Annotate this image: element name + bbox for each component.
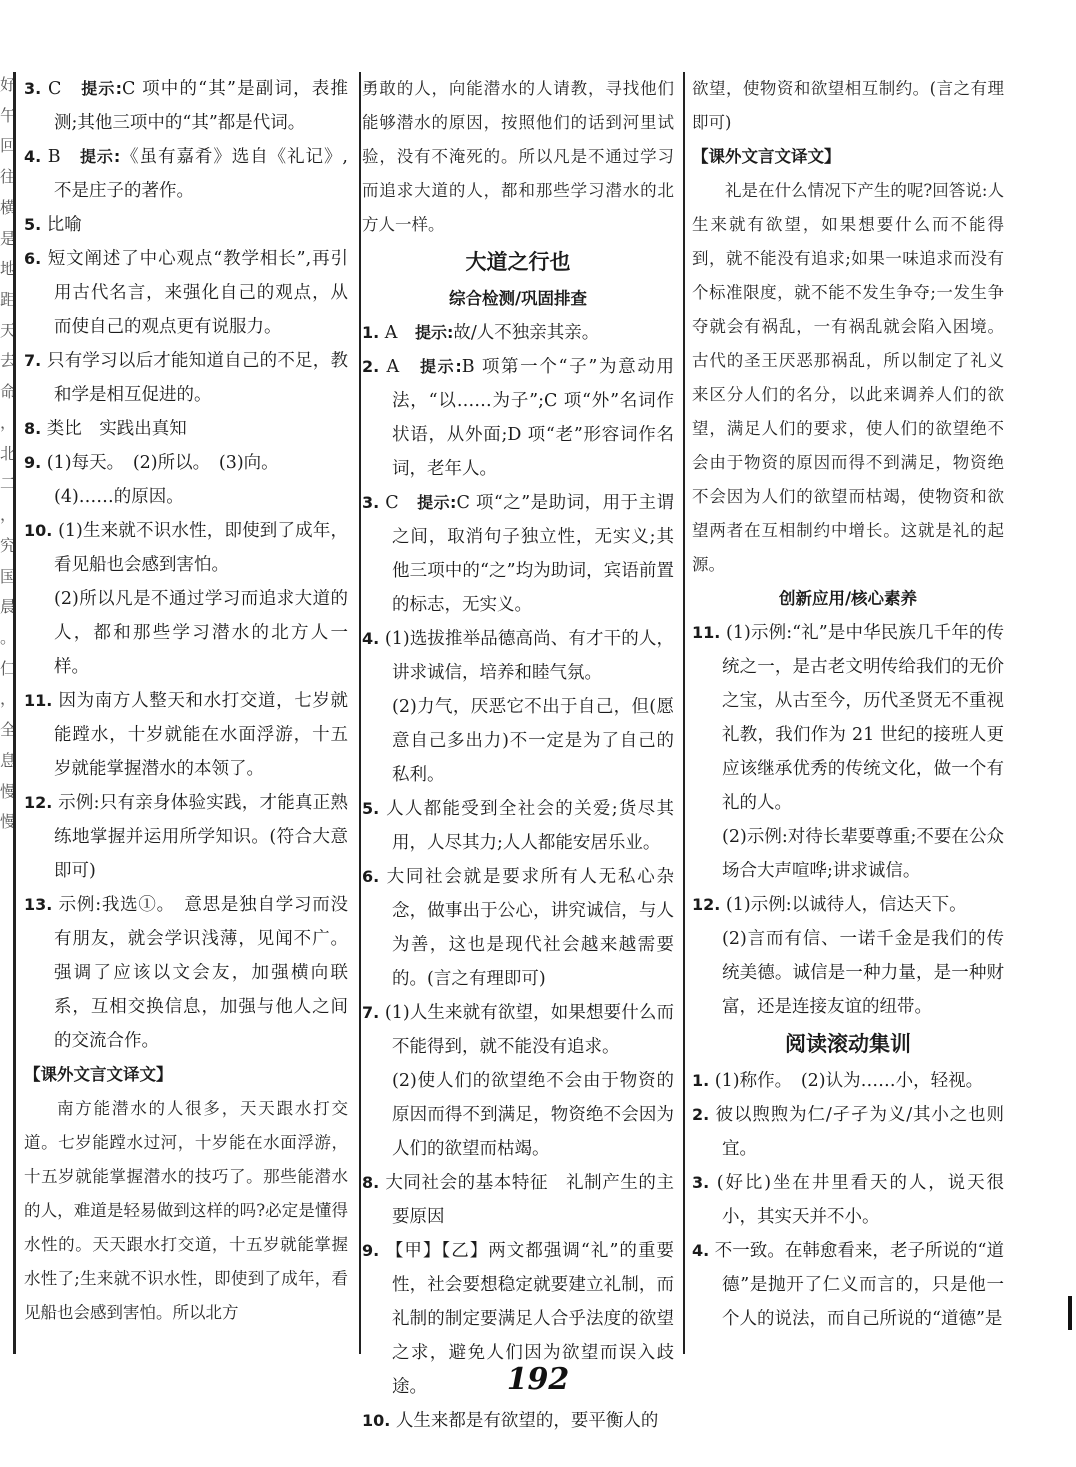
answer-text: (1)每天。 (2)所以。 (3)向。 xyxy=(46,453,279,473)
question-number: 3. xyxy=(362,493,380,512)
answer-text: (1)生来就不识水性，即使到了成年，看见船也会感到害怕。 xyxy=(54,521,348,575)
answer-text: 因为南方人整天和水打交道，七岁就能蹚水，十岁就能在水面浮游，十五岁就能掌握潜水的本领了。 xyxy=(54,691,348,779)
answer-text: (1)人生来就有欲望，如果想要什么而不能得到，就不能没有追求。 xyxy=(384,1003,674,1057)
answer-text: (2)言而有信、一诺千金是我们的传统美德。诚信是一种力量，是一种财富，还是连接友谊的纽带。 xyxy=(722,929,1004,1017)
answer-text: 短文阐述了中心观点“教学相长”,再引用古代名言，来强化自己的观点，从而使自己的观点更有说服力。 xyxy=(47,249,348,337)
question-number: 1. xyxy=(692,1071,710,1090)
answer-item xyxy=(362,792,674,860)
hint-label: 提示: xyxy=(81,79,122,98)
answer-column-3 xyxy=(692,72,1004,1336)
sub-answer xyxy=(362,1064,674,1166)
answer-item xyxy=(24,888,348,1058)
choice-answer: C xyxy=(47,79,62,99)
translation-body: 南方能潜水的人很多，天天跟水打交道。七岁能蹚水过河，十岁能在水面浮游，十五岁就能掌握潜水的技巧了。那些能潜水的人，难道是轻易做到这样的吗?必定是懂得水性的。天天跟水打交道，十五岁就能掌握水性了;生来就不识水性，即使到了成年，看见船也会感到害怕。所以北方 xyxy=(24,1099,348,1322)
question-number: 9. xyxy=(24,453,42,472)
col3-items-2 xyxy=(692,1064,1004,1336)
answer-text: B 项第一个“子”为意动用法，“以……为子”;C 项“外”名词作状语，从外面;D 项“老”形容词作名词，老年人。 xyxy=(392,357,674,479)
question-number: 6. xyxy=(24,249,42,268)
answer-item xyxy=(24,786,348,888)
column-divider-1 xyxy=(359,72,361,1354)
answer-text: (好比)坐在井里看天的人，说天很小，其实天并不小。 xyxy=(716,1173,1004,1227)
margin-char: 息 xyxy=(0,750,17,770)
margin-char: 究 xyxy=(0,535,17,555)
hint-label: 提示: xyxy=(419,357,462,376)
answer-text: (2)所以凡是不通过学习而追求大道的人，都和那些学习潜水的北方人一样。 xyxy=(54,589,348,677)
left-edge-rule xyxy=(13,72,16,1354)
margin-char: 去 xyxy=(0,351,17,371)
answer-item xyxy=(692,1098,1004,1166)
question-number: 8. xyxy=(24,419,42,438)
hint-label: 提示: xyxy=(79,147,121,166)
answer-text: 彼以煦煦为仁/孑孑为义/其小之也则宜。 xyxy=(715,1105,1004,1159)
sub-answer xyxy=(24,582,348,684)
question-number: 10. xyxy=(24,521,53,540)
sub-answer xyxy=(24,480,348,514)
answer-item xyxy=(24,446,348,480)
question-number: 7. xyxy=(362,1003,380,1022)
answer-text: 示例:只有亲身体验实践，才能真正熟练地掌握并运用所学知识。(符合大意即可) xyxy=(54,793,348,881)
continued-translation: 勇敢的人，向能潜水的人请教，寻找他们能够潜水的原因，按照他们的话到河里试验，没有不淹死的。所以凡是不通过学习而追求大道的人，都和那些学习潜水的北方人一样。 xyxy=(362,79,674,234)
answer-item xyxy=(24,72,348,140)
answer-text: 大同社会就是要求所有人无私心杂念，做事出于公心，讲究诚信，与人为善，这也是现代社会越来越需要的。(言之有理即可) xyxy=(386,867,674,989)
choice-answer: B xyxy=(47,147,61,167)
question-number: 2. xyxy=(362,357,380,376)
answer-item xyxy=(24,140,348,208)
margin-char: 往 xyxy=(0,167,17,187)
question-number: 4. xyxy=(24,147,42,166)
margin-char: 横 xyxy=(0,197,17,217)
margin-char: 二 xyxy=(0,474,17,494)
page-number: 192 xyxy=(506,1362,570,1397)
margin-char: 是 xyxy=(0,228,17,248)
margin-char: 回 xyxy=(0,136,17,156)
answer-text: 人人都能受到全社会的关爱;货尽其用，人尽其力;人人都能安居乐业。 xyxy=(386,799,674,853)
answer-item xyxy=(362,1404,674,1438)
question-number: 2. xyxy=(692,1105,710,1124)
answer-text: (2)力气，厌恶它不出于自己，但(愿意自己多出力)不一定是为了自己的私利。 xyxy=(392,697,674,785)
col2-items xyxy=(362,316,674,1438)
margin-char: 。 xyxy=(0,627,17,647)
question-number: 3. xyxy=(692,1173,710,1192)
choice-answer: C xyxy=(385,493,399,513)
margin-char: 距 xyxy=(0,290,17,310)
answer-text: 类比 实践出真知 xyxy=(46,419,187,439)
margin-char: ， xyxy=(0,505,17,525)
left-margin-bleed xyxy=(0,70,17,1360)
answer-item xyxy=(692,616,1004,820)
answer-text: 【甲】【乙】两文都强调“礼”的重要性，社会要想稳定就要建立礼制，而礼制的制定要满足人合乎法度的欲望之求，避免人们因为欲望而误入歧途。 xyxy=(385,1241,674,1397)
answer-text: (1)示例:以诚待人，信达天下。 xyxy=(725,895,967,915)
answer-item xyxy=(362,350,674,486)
question-number: 9. xyxy=(362,1241,380,1260)
answer-item xyxy=(362,996,674,1064)
question-number: 4. xyxy=(692,1241,710,1260)
answer-item xyxy=(692,1166,1004,1234)
edge-mark xyxy=(1068,1296,1072,1330)
answer-column-1 xyxy=(24,72,348,1330)
margin-char: 好 xyxy=(0,75,17,94)
answer-item xyxy=(24,242,348,344)
answer-item xyxy=(24,344,348,412)
margin-char: 慢 xyxy=(0,781,17,801)
section-title: 阅读滚动集训 xyxy=(785,1032,911,1056)
margin-char: 全 xyxy=(0,720,17,740)
sub-answer xyxy=(692,820,1004,888)
margin-char: 北 xyxy=(0,443,17,463)
choice-answer: A xyxy=(384,323,398,343)
answer-text: 人生来都是有欲望的，要平衡人的 xyxy=(395,1411,659,1431)
translation-title: 【课外文言文译文】 xyxy=(24,1065,173,1084)
continued-answer: 欲望，使物资和欲望相互制约。(言之有理即可) xyxy=(692,79,1004,132)
answer-item xyxy=(362,316,674,350)
section-title: 大道之行也 xyxy=(465,250,571,274)
answer-text: (2)使人们的欲望绝不会由于物资的原因而得不到满足，物资绝不会因为人们的欲望而枯竭。 xyxy=(392,1071,674,1159)
question-number: 4. xyxy=(362,629,380,648)
answer-column-2 xyxy=(362,72,674,1438)
answer-text: (4)……的原因。 xyxy=(54,487,184,507)
hint-label: 提示: xyxy=(414,323,454,342)
question-number: 10. xyxy=(362,1411,391,1430)
margin-char: 地 xyxy=(0,259,17,279)
margin-char: 仁 xyxy=(0,658,17,678)
margin-char: 午 xyxy=(0,105,17,125)
answer-item xyxy=(362,1166,674,1234)
answer-text: 示例:我选①。 意思是独自学习而没有朋友，就会学识浅薄，见闻不广。强调了应该以文会友，加强横向联系，互相交换信息，加强与他人之间的交流合作。 xyxy=(54,895,348,1051)
answer-item xyxy=(692,1064,1004,1098)
question-number: 1. xyxy=(362,323,380,342)
col3-items xyxy=(692,616,1004,1024)
answer-item xyxy=(692,888,1004,922)
answer-text: 《虽有嘉肴》选自《礼记》,不是庄子的著作。 xyxy=(54,147,348,201)
hint-label: 提示: xyxy=(417,493,457,512)
answer-item xyxy=(692,1234,1004,1336)
answer-text: 不一致。在韩愈看来，老子所说的“道德”是抛开了仁义而言的，只是他一个人的说法，而自己所说的“道德”是 xyxy=(714,1241,1004,1329)
margin-char: ， xyxy=(0,689,17,709)
answer-text: 只有学习以后才能知道自己的不足，教和学是相互促进的。 xyxy=(47,351,348,405)
question-number: 11. xyxy=(24,691,53,710)
answer-text: (1)选拔推举品德高尚、有才干的人，讲求诚信，培养和睦气氛。 xyxy=(384,629,674,683)
answer-text: 故/人不独亲其亲。 xyxy=(453,323,600,343)
question-number: 5. xyxy=(24,215,42,234)
answer-item xyxy=(362,860,674,996)
answer-text: 比喻 xyxy=(46,215,82,235)
answer-item xyxy=(24,684,348,786)
margin-char: 晨 xyxy=(0,597,17,617)
sub-answer xyxy=(362,690,674,792)
answer-text: 大同社会的基本特征 礼制产生的主要原因 xyxy=(385,1173,674,1227)
answer-text: C 项“之”是助词，用于主谓之间，取消句子独立性，无实义;其他三项中的“之”均为助词，宾语前置的标志，无实义。 xyxy=(392,493,674,615)
question-number: 12. xyxy=(692,895,721,914)
margin-char: 命 xyxy=(0,382,17,402)
answer-item xyxy=(24,514,348,582)
question-number: 3. xyxy=(24,79,42,98)
question-number: 13. xyxy=(24,895,53,914)
section-subtitle: 创新应用/核心素养 xyxy=(778,589,918,608)
margin-char: 慢 xyxy=(0,812,17,832)
answer-item xyxy=(24,208,348,242)
answer-item xyxy=(362,622,674,690)
choice-answer: A xyxy=(386,357,400,377)
question-number: 12. xyxy=(24,793,53,812)
question-number: 8. xyxy=(362,1173,380,1192)
question-number: 5. xyxy=(362,799,380,818)
question-number: 11. xyxy=(692,623,721,642)
answer-text: (1)称作。 (2)认为……小，轻视。 xyxy=(714,1071,984,1091)
translation-body: 礼是在什么情况下产生的呢?回答说:人生来就有欲望，如果想要什么而不能得到，就不能没有追求;如果一味追求而没有个标准限度，就不能不发生争夺;一发生争夺就会有祸乱，一有祸乱就会陷入困境。古代的圣王厌恶那祸乱，所以制定了礼义来区分人们的名分，以此来调养人们的欲望，满足人们的要求，使人们的欲望绝不会由于物资的原因而得不到满足，物资绝不会因为人们的欲望而枯竭，使物资和欲望两者在互相制约中增长。这就是礼的起源。 xyxy=(692,181,1004,574)
margin-char: 天 xyxy=(0,320,17,340)
question-number: 6. xyxy=(362,867,380,886)
answer-text: (2)示例:对待长辈要尊重;不要在公众场合大声喧哗;讲求诚信。 xyxy=(722,827,1004,881)
answer-text: (1)示例:“礼”是中华民族几千年的传统之一，是古老文明传给我们的无价之宝，从古至今，历代圣贤无不重视礼教，我们作为 21 世纪的接班人更应该继承优秀的传统文化，做一个有礼的人。 xyxy=(722,623,1004,813)
section-subtitle: 综合检测/巩固排查 xyxy=(448,289,588,308)
col1-items xyxy=(24,72,348,1058)
answer-item xyxy=(362,486,674,622)
answer-text: C 项中的“其”是副词，表推测;其他三项中的“其”都是代词。 xyxy=(54,79,348,133)
answer-item xyxy=(24,412,348,446)
translation-title: 【课外文言文译文】 xyxy=(692,147,841,166)
question-number: 7. xyxy=(24,351,42,370)
margin-char: 国 xyxy=(0,566,17,586)
column-divider-2 xyxy=(683,72,685,1354)
sub-answer xyxy=(692,922,1004,1024)
margin-char: ， xyxy=(0,412,17,432)
